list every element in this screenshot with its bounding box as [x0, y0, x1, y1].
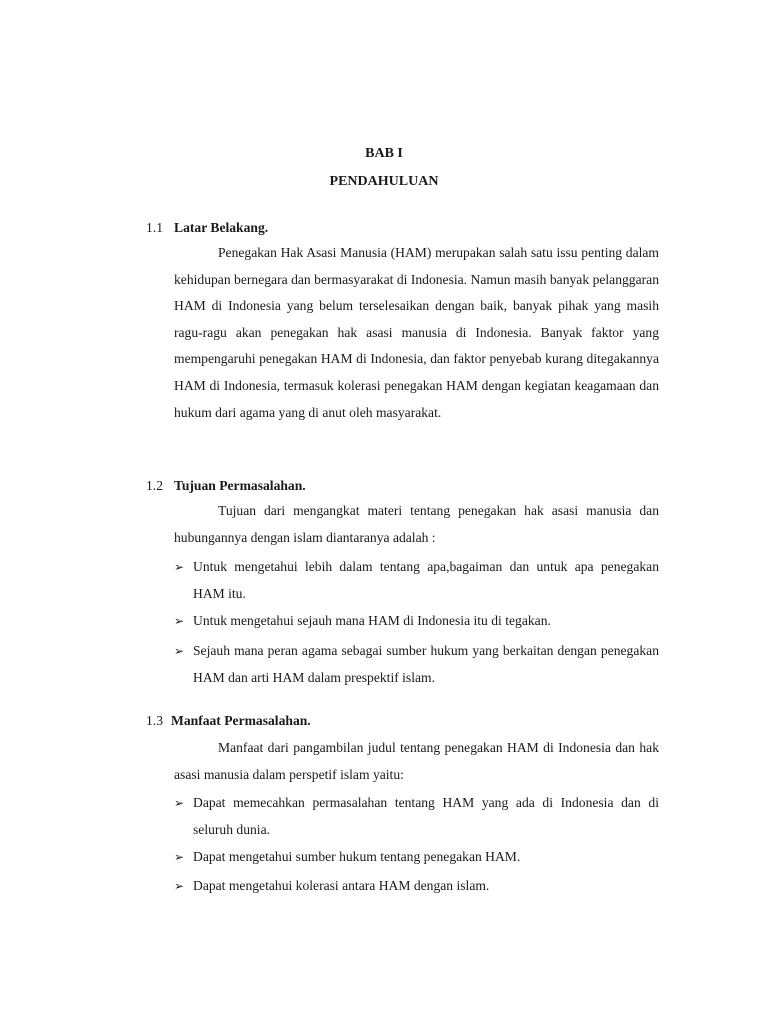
list-item	[174, 608, 659, 635]
arrow-bullet-icon: ➢	[174, 560, 185, 574]
list-item-text: Sejauh mana peran agama sebagai sumber hukum yang berkaitan dengan penegakan HAM dan arti HAM dalam prespektif islam.	[193, 643, 659, 685]
arrow-bullet-icon: ➢	[174, 644, 185, 658]
arrow-bullet-icon: ➢	[174, 796, 185, 810]
chapter-subtitle: PENDAHULUAN	[329, 174, 439, 189]
list-item	[174, 638, 659, 691]
arrow-bullet-icon: ➢	[174, 879, 185, 893]
section-title: Manfaat Permasalahan.	[171, 713, 311, 728]
section-number: 1.3	[146, 713, 163, 728]
section-paragraph: Tujuan dari mengangkat materi tentang penegakan hak asasi manusia dan hubungannya dengan islam diantaranya adalah :	[174, 503, 659, 545]
list-item-text: Dapat memecahkan permasalahan tentang HAM yang ada di Indonesia dan di seluruh dunia.	[193, 795, 659, 837]
arrow-bullet-icon: ➢	[174, 614, 185, 628]
list-item-text: Untuk mengetahui sejauh mana HAM di Indonesia itu di tegakan.	[193, 613, 551, 628]
list-item	[174, 554, 659, 607]
section-number: 1.1	[146, 220, 163, 235]
list-item	[174, 790, 659, 843]
chapter-title: BAB I	[365, 146, 403, 161]
section-heading	[146, 220, 268, 236]
list-item-text: Untuk mengetahui lebih dalam tentang apa,bagaiman dan untuk apa penegakan HAM itu.	[193, 559, 659, 601]
list-item-text: Dapat mengetahui kolerasi antara HAM dengan islam.	[193, 878, 490, 893]
arrow-bullet-icon: ➢	[174, 850, 185, 864]
section-heading	[146, 478, 306, 494]
list-item	[174, 844, 659, 871]
section-title: Tujuan Permasalahan.	[174, 478, 306, 493]
section-heading	[146, 713, 311, 729]
section-title: Latar Belakang.	[174, 220, 269, 235]
section-paragraph: Manfaat dari pangambilan judul tentang penegakan HAM di Indonesia dan hak asasi manusia dalam perspetif islam yaitu:	[174, 740, 659, 782]
section-number: 1.2	[146, 478, 163, 493]
list-item-text: Dapat mengetahui sumber hukum tentang penegakan HAM.	[193, 849, 521, 864]
list-item	[174, 873, 659, 900]
section-paragraph: Penegakan Hak Asasi Manusia (HAM) merupakan salah satu issu penting dalam kehidupan bernegara dan bermasyarakat di Indonesia. Namun masih banyak pelanggaran HAM di Indonesia yang belum terselesaikan dengan baik, banyak pihak yang masih ragu-ragu akan penegakan hak asasi manusia di Indonesia. Banyak faktor yang mempengaruhi penegakan HAM di Indonesia, dan faktor penyebab kurang ditegakannya HAM di Indonesia, termasuk kolerasi penegakan HAM dengan kegiatan keagamaan dan hukum dari agama yang di anut oleh masyarakat.	[174, 245, 659, 420]
